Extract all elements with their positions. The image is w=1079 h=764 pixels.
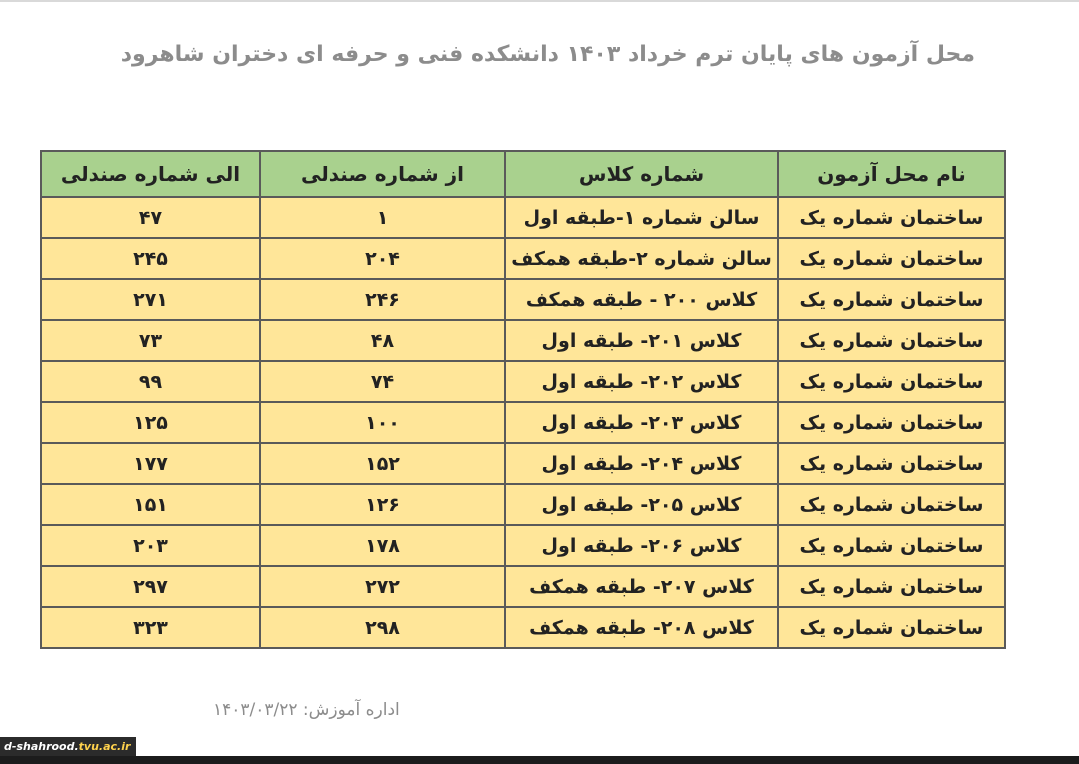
- seat-to-cell: ۱۲۵: [41, 402, 260, 443]
- exam-venue-table: [40, 150, 1006, 649]
- table-row: [41, 320, 1005, 361]
- class-cell: کلاس ۲۰۲- طبقه اول: [505, 361, 778, 402]
- class-cell: کلاس ۲۰۶- طبقه اول: [505, 525, 778, 566]
- seat-from-cell: ۱۰۰: [260, 402, 505, 443]
- page-title: محل آزمون های پایان ترم خرداد ۱۴۰۳ دانشکده فنی و حرفه ای دختران شاهرود: [120, 42, 975, 67]
- class-cell: کلاس ۲۰۱- طبقه اول: [505, 320, 778, 361]
- bottom-band: [0, 756, 1079, 764]
- seat-from-cell: ۲۰۴: [260, 238, 505, 279]
- seat-from-cell: ۷۴: [260, 361, 505, 402]
- table-row: [41, 238, 1005, 279]
- table-header-row: [41, 151, 1005, 197]
- class-cell: سالن شماره ۱-طبقه اول: [505, 197, 778, 238]
- seat-to-cell: ۲۷۱: [41, 279, 260, 320]
- seat-to-cell: ۲۹۷: [41, 566, 260, 607]
- seat-to-cell: ۷۳: [41, 320, 260, 361]
- header-class-number: شماره کلاس: [505, 151, 778, 197]
- venue-cell: ساختمان شماره یک: [778, 484, 1005, 525]
- class-cell: کلاس ۲۰۰ - طبقه همکف: [505, 279, 778, 320]
- table-row: [41, 402, 1005, 443]
- class-cell: کلاس ۲۰۳- طبقه اول: [505, 402, 778, 443]
- header-seat-from: از شماره صندلی: [260, 151, 505, 197]
- seat-from-cell: ۲۹۸: [260, 607, 505, 648]
- table-row: [41, 443, 1005, 484]
- seat-from-cell: ۴۸: [260, 320, 505, 361]
- seat-from-cell: ۱۲۶: [260, 484, 505, 525]
- seat-to-cell: ۲۴۵: [41, 238, 260, 279]
- seat-to-cell: ۳۲۳: [41, 607, 260, 648]
- class-cell: کلاس ۲۰۸- طبقه همکف: [505, 607, 778, 648]
- table-row: [41, 279, 1005, 320]
- venue-cell: ساختمان شماره یک: [778, 197, 1005, 238]
- seat-from-cell: ۱: [260, 197, 505, 238]
- class-cell: کلاس ۲۰۵- طبقه اول: [505, 484, 778, 525]
- seat-to-cell: ۲۰۳: [41, 525, 260, 566]
- seat-from-cell: ۲۷۲: [260, 566, 505, 607]
- table-row: [41, 197, 1005, 238]
- venue-cell: ساختمان شماره یک: [778, 238, 1005, 279]
- venue-cell: ساختمان شماره یک: [778, 607, 1005, 648]
- education-office-date: اداره آموزش: ۱۴۰۳/۰۳/۲۲: [213, 700, 400, 720]
- table-row: [41, 566, 1005, 607]
- venue-cell: ساختمان شماره یک: [778, 320, 1005, 361]
- table-row: [41, 607, 1005, 648]
- venue-cell: ساختمان شماره یک: [778, 279, 1005, 320]
- venue-cell: ساختمان شماره یک: [778, 361, 1005, 402]
- table-row: [41, 525, 1005, 566]
- seat-from-cell: ۱۵۲: [260, 443, 505, 484]
- venue-cell: ساختمان شماره یک: [778, 443, 1005, 484]
- watermark-domain: tvu.ac.ir: [78, 740, 131, 753]
- header-venue: نام محل آزمون: [778, 151, 1005, 197]
- class-cell: سالن شماره ۲-طبقه همکف: [505, 238, 778, 279]
- venue-cell: ساختمان شماره یک: [778, 402, 1005, 443]
- venue-cell: ساختمان شماره یک: [778, 525, 1005, 566]
- seat-from-cell: ۲۴۶: [260, 279, 505, 320]
- top-divider: [0, 0, 1079, 2]
- seat-from-cell: ۱۷۸: [260, 525, 505, 566]
- seat-to-cell: ۱۷۷: [41, 443, 260, 484]
- seat-to-cell: ۴۷: [41, 197, 260, 238]
- seat-to-cell: ۹۹: [41, 361, 260, 402]
- seat-to-cell: ۱۵۱: [41, 484, 260, 525]
- class-cell: کلاس ۲۰۷- طبقه همکف: [505, 566, 778, 607]
- header-seat-to: الی شماره صندلی: [41, 151, 260, 197]
- table-row: [41, 484, 1005, 525]
- site-watermark: [0, 737, 136, 756]
- venue-cell: ساختمان شماره یک: [778, 566, 1005, 607]
- watermark-prefix: d-shahrood.: [4, 740, 79, 753]
- class-cell: کلاس ۲۰۴- طبقه اول: [505, 443, 778, 484]
- table-row: [41, 361, 1005, 402]
